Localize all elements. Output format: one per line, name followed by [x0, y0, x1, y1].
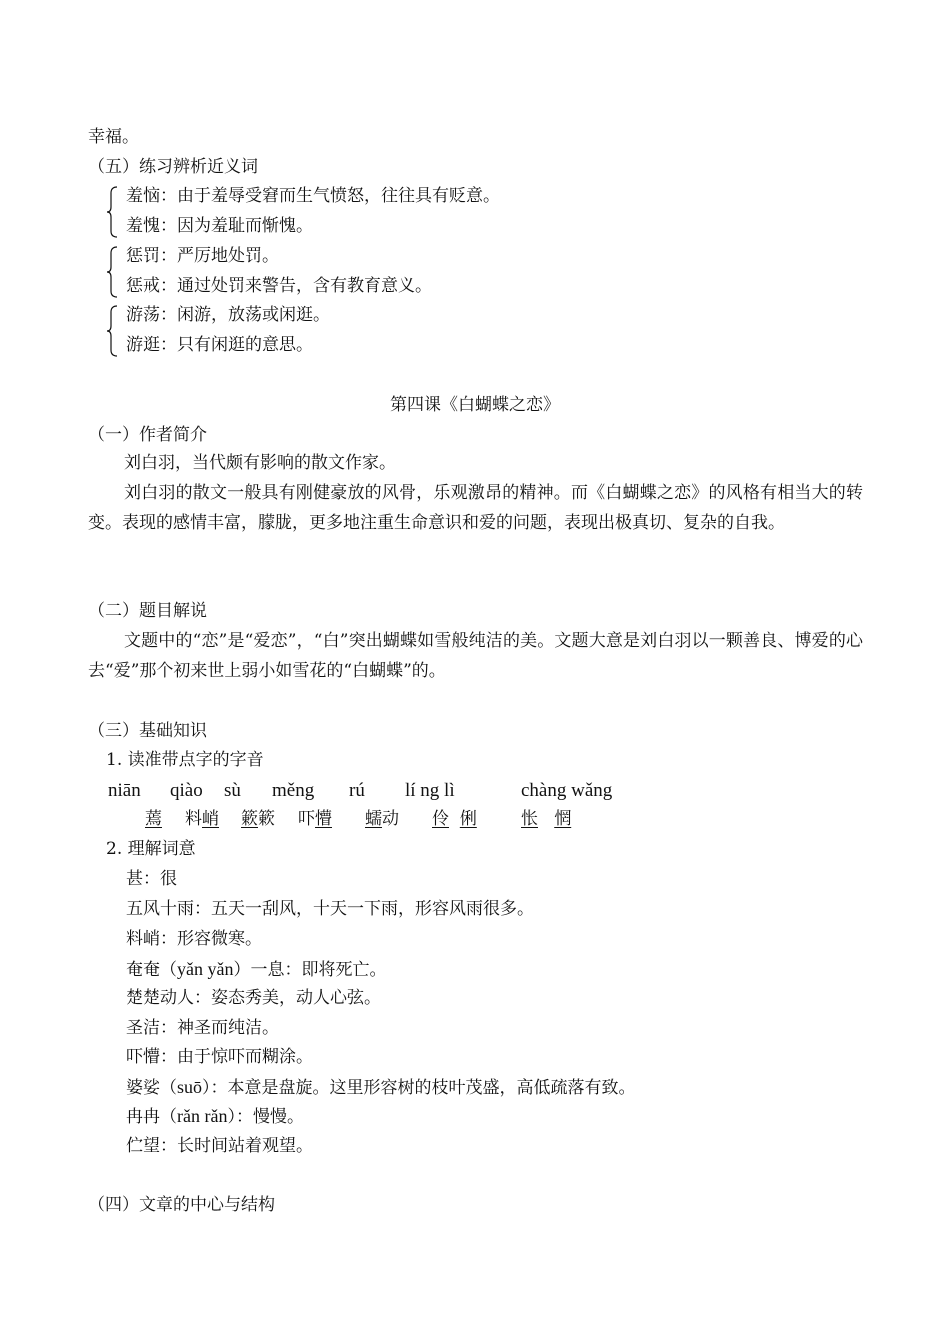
synonym-entry: 游荡：闲游，放荡或闲逛。 — [126, 305, 330, 325]
brace-icon — [106, 246, 118, 298]
pinyin: lí ng lì — [405, 780, 455, 801]
section-heading: （二）题目解说 — [88, 601, 207, 621]
vocab-word — [365, 808, 399, 830]
char: 簌 — [258, 809, 275, 829]
definition: 伫望：长时间站着观望。 — [126, 1136, 313, 1156]
definition — [126, 958, 386, 981]
definition-term: 婆娑（ — [126, 1078, 177, 1098]
dotted-char: 簌 — [241, 809, 258, 829]
definition: 吓懵：由于惊吓而糊涂。 — [126, 1047, 313, 1067]
dotted-char: 伶 — [432, 809, 449, 829]
dotted-char: 怅 — [521, 809, 538, 829]
definition-text: ）一息：即将死亡。 — [233, 960, 387, 980]
paragraph: 刘白羽，当代颇有影响的散文作家。 — [124, 453, 396, 473]
pinyin: chàng wǎng — [521, 780, 613, 801]
synonym-entry: 游逛：只有闲逛的意思。 — [126, 335, 313, 355]
section-heading: （三）基础知识 — [88, 721, 207, 741]
synonym-entry: 惩罚：严厉地处罚。 — [126, 246, 279, 266]
definition-text: ）：慢慢。 — [227, 1107, 304, 1127]
pinyin: rú — [349, 780, 365, 801]
definition-term: 冉冉（ — [126, 1107, 177, 1127]
definition-text: ）：本意是盘旋。这里形容树的枝叶茂盛，高低疏落有致。 — [202, 1078, 636, 1098]
definition: 五风十雨：五天一刮风，十天一下雨，形容风雨很多。 — [126, 899, 534, 919]
dotted-char: 惘 — [554, 809, 572, 829]
section-heading: （四）文章的中心与结构 — [88, 1195, 275, 1215]
dotted-char: 蠕 — [365, 809, 382, 829]
pinyin: rǎn rǎn — [177, 1106, 228, 1126]
definition — [126, 1076, 636, 1099]
dotted-char: 蔫 — [145, 809, 162, 829]
paragraph: 刘白羽的散文一般具有刚健豪放的风骨，乐观激昂的精神。而《白蝴蝶之恋》的风格有相当大的转变。表现的感情丰富，朦胧，更多地注重生命意识和爱的问题，表现出极真切、复杂的自我。 — [88, 483, 863, 533]
brace-icon — [106, 186, 118, 238]
pinyin: niān — [108, 780, 141, 801]
section-heading: （五）练习辨析近义词 — [88, 157, 258, 177]
synonym-entry: 羞恼：由于羞辱受窘而生气愤怒，往往具有贬意。 — [126, 186, 500, 206]
definition: 楚楚动人：姿态秀美，动人心弦。 — [126, 988, 381, 1008]
list-item: 2. 理解词意 — [106, 839, 196, 859]
definition: 料峭：形容微寒。 — [126, 929, 262, 949]
vocab-word — [145, 808, 162, 830]
definition-term: 奄奄（ — [126, 960, 177, 980]
vocab-word — [185, 808, 219, 830]
vocab-word — [298, 808, 332, 830]
char: 料 — [185, 809, 202, 829]
section-heading: （一）作者简介 — [88, 425, 207, 445]
text-line: 幸福。 — [88, 127, 139, 147]
definition — [126, 1105, 304, 1128]
list-item: 1. 读准带点字的字音 — [106, 750, 264, 770]
vocab-word — [432, 808, 477, 830]
synonym-entry: 羞愧：因为羞耻而惭愧。 — [126, 216, 313, 236]
brace-icon — [106, 305, 118, 357]
vocab-word — [241, 808, 275, 830]
pinyin: suō — [177, 1077, 203, 1097]
definition: 甚：很 — [126, 869, 177, 889]
pinyin: yǎn yǎn — [177, 959, 234, 979]
pinyin: sù — [224, 780, 241, 801]
pinyin: qiào — [170, 780, 203, 801]
char: 吓 — [298, 809, 315, 829]
vocab-word — [521, 808, 571, 830]
paragraph: 文题中的“恋”是“爱恋”，“白”突出蝴蝶如雪般纯洁的美。文题大意是刘白羽以一颗善良、博爱的心去“爱”那个初来世上弱小如雪花的“白蝴蝶”的。 — [88, 631, 863, 681]
pinyin: měng — [272, 780, 315, 801]
synonym-entry: 惩戒：通过处罚来警告，含有教育意义。 — [126, 276, 432, 296]
dotted-char: 峭 — [202, 809, 219, 829]
dotted-char: 俐 — [459, 809, 477, 829]
definition: 圣洁：神圣而纯洁。 — [126, 1018, 279, 1038]
lesson-title: 第四课《白蝴蝶之恋》 — [390, 395, 560, 415]
dotted-char: 懵 — [315, 809, 332, 829]
char: 动 — [382, 809, 399, 829]
